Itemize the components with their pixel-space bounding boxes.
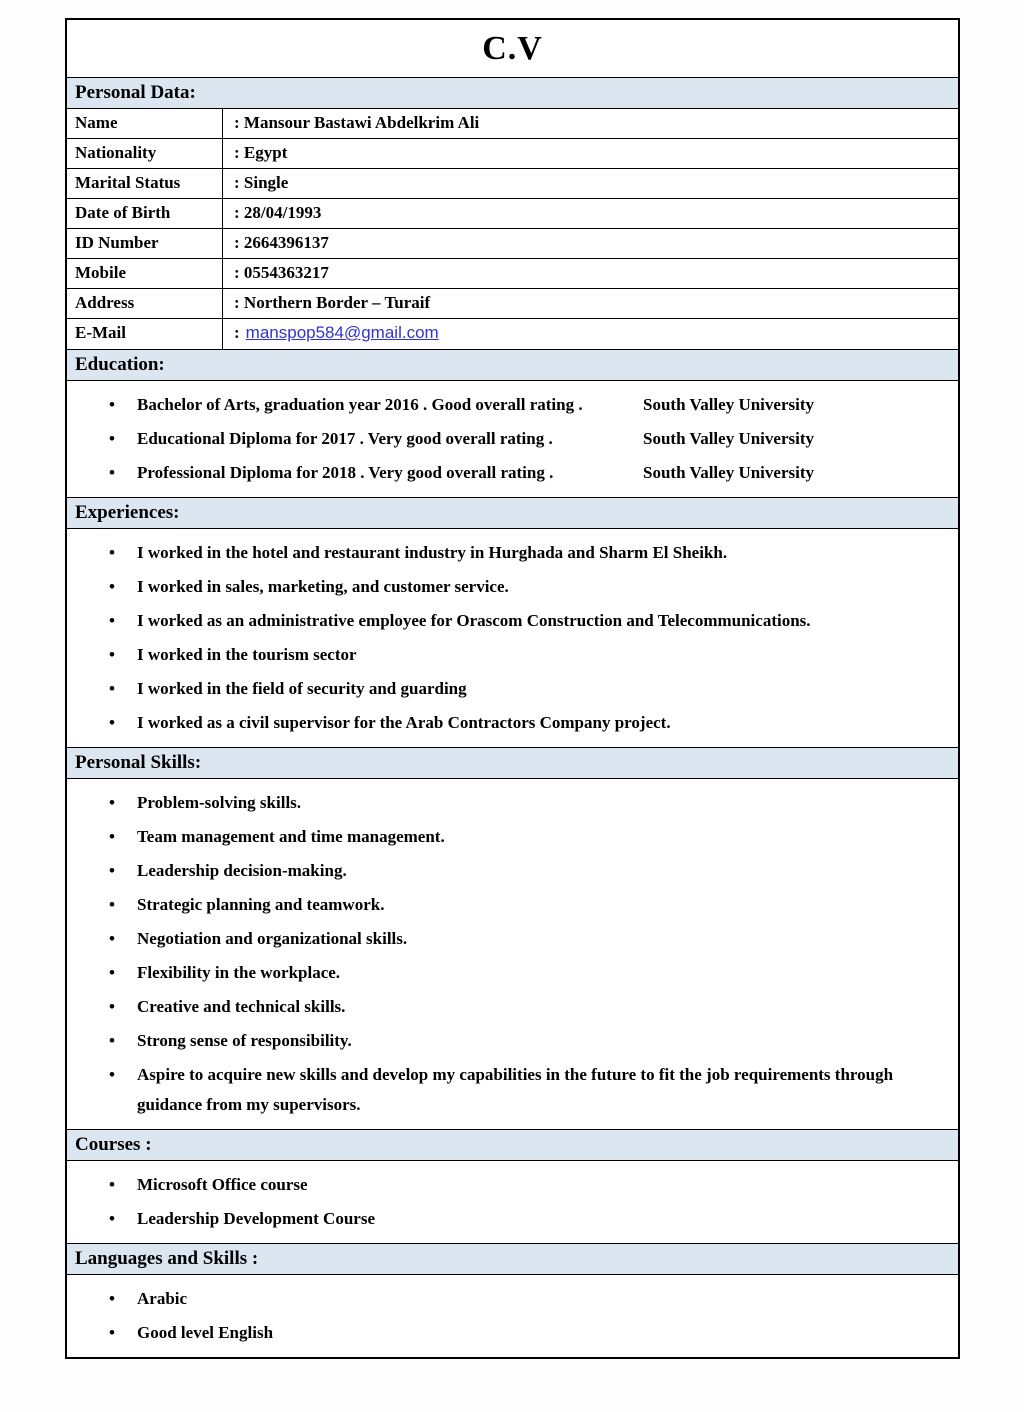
table-row-address [67, 289, 958, 319]
field-label: Nationality [67, 139, 223, 168]
field-label: ID Number [67, 229, 223, 258]
education-degree: • Bachelor of Arts, graduation year 2016 . Good overall rating . [137, 395, 583, 414]
field-label: Date of Birth [67, 199, 223, 228]
education-university: South Valley University [643, 429, 814, 448]
section-header-personal-skills: Personal Skills: [67, 747, 958, 779]
list-item: • Arabic [67, 1284, 918, 1314]
field-value: : 28/04/1993 [234, 203, 322, 222]
field-label: E-Mail [67, 319, 223, 349]
list-item: • Strong sense of responsibility. [67, 1026, 918, 1056]
section-header-experiences: Experiences: [67, 497, 958, 529]
list-item: • I worked in the hotel and restaurant industry in Hurghada and Sharm El Sheikh. [67, 538, 918, 568]
list-item: • I worked in the tourism sector [67, 640, 918, 670]
list-item [67, 424, 918, 454]
education-degree: • Educational Diploma for 2017 . Very good overall rating . [137, 429, 553, 448]
section-header-personal-data: Personal Data: [67, 77, 958, 109]
list-item: • I worked in sales, marketing, and customer service. [67, 572, 918, 602]
field-value: : Single [234, 173, 289, 192]
list-item: • Problem-solving skills. [67, 788, 918, 818]
personal-data-table [67, 109, 958, 349]
list-item: • Negotiation and organizational skills. [67, 924, 918, 954]
field-label: Address [67, 289, 223, 318]
table-row-mobile [67, 259, 958, 289]
cv-document [65, 18, 960, 1359]
field-label: Name [67, 109, 223, 138]
section-header-languages: Languages and Skills : [67, 1243, 958, 1275]
list-item: • Microsoft Office course [67, 1170, 918, 1200]
list-item: • Team management and time management. [67, 822, 918, 852]
education-list [67, 381, 958, 497]
list-item: • I worked in the field of security and guarding [67, 674, 918, 704]
email-link[interactable]: manspop584@gmail.com [245, 323, 439, 342]
list-item: • Leadership decision-making. [67, 856, 918, 886]
education-university: South Valley University [643, 395, 814, 414]
list-item: • Flexibility in the workplace. [67, 958, 918, 988]
field-value: : Egypt [234, 143, 288, 162]
list-item: • Good level English [67, 1318, 918, 1348]
personal-skills-list [67, 779, 958, 1129]
field-label: Mobile [67, 259, 223, 288]
table-row-marital-status [67, 169, 958, 199]
field-value: : Mansour Bastawi Abdelkrim Ali [234, 113, 480, 132]
list-item: • Strategic planning and teamwork. [67, 890, 918, 920]
list-item: • Leadership Development Course [67, 1204, 918, 1234]
list-item [67, 390, 918, 420]
page-title: C.V [482, 29, 543, 67]
table-row-nationality [67, 139, 958, 169]
field-value [223, 319, 958, 349]
list-item: • Creative and technical skills. [67, 992, 918, 1022]
list-item: • I worked as an administrative employee for Orascom Construction and Telecommunications. [67, 606, 918, 636]
email-colon: : [234, 323, 240, 342]
languages-list [67, 1275, 958, 1357]
table-row-name [67, 109, 958, 139]
experiences-list [67, 529, 958, 747]
field-value: : 2664396137 [234, 233, 329, 252]
field-label: Marital Status [67, 169, 223, 198]
section-header-courses: Courses : [67, 1129, 958, 1161]
education-university: South Valley University [643, 463, 814, 482]
table-row-id-number [67, 229, 958, 259]
section-header-education: Education: [67, 349, 958, 381]
field-value: : 0554363217 [234, 263, 329, 282]
table-row-date-of-birth [67, 199, 958, 229]
list-item: • Aspire to acquire new skills and develop my capabilities in the future to fit the job requirements through guidance from my supervisors. [67, 1060, 918, 1120]
list-item [67, 458, 918, 488]
courses-list [67, 1161, 958, 1243]
education-degree: • Professional Diploma for 2018 . Very good overall rating . [137, 463, 554, 482]
table-row-email [67, 319, 958, 349]
list-item: • I worked as a civil supervisor for the Arab Contractors Company project. [67, 708, 918, 738]
field-value: : Northern Border – Turaif [234, 293, 431, 312]
title-box [67, 20, 958, 77]
